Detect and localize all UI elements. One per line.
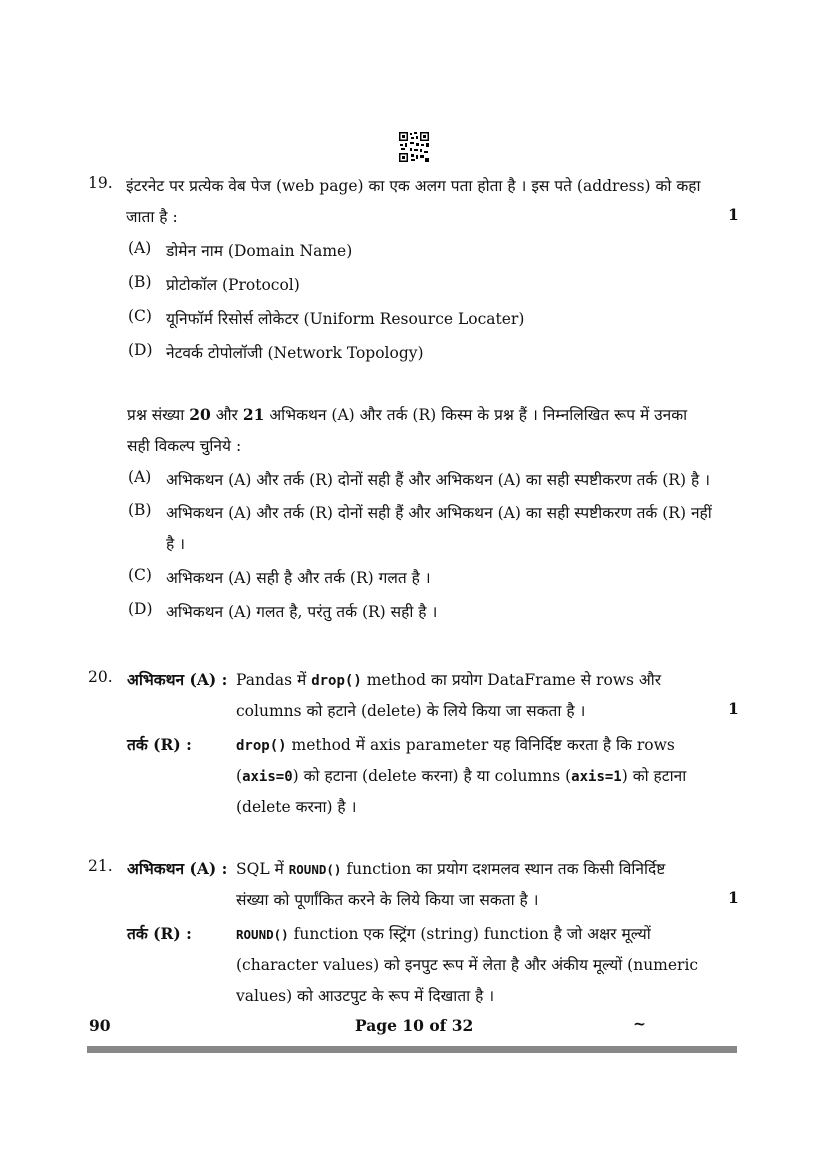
q21-marks: 1 bbox=[728, 888, 739, 907]
q19-option-c-text: यूनिफॉर्म रिसोर्स लोकेटर (Uniform Resource Locater) bbox=[166, 310, 525, 328]
q21-assertion-label: अभिकथन (A) : bbox=[127, 859, 228, 878]
ar-option-c-label: (C) bbox=[128, 566, 152, 584]
q19-option-c-label: (C) bbox=[128, 307, 152, 325]
q19-text-line2: जाता है : bbox=[126, 208, 178, 226]
q19-number: 19. bbox=[88, 174, 113, 192]
q21-number: 21. bbox=[88, 857, 113, 875]
q19-option-a-text: डोमेन नाम (Domain Name) bbox=[166, 242, 353, 260]
ar-option-a-text: अभिकथन (A) और तर्क (R) दोनों सही हैं और अभिकथन (A) का सही स्पष्टीकरण तर्क (R) है । bbox=[166, 471, 710, 489]
q21-assertion-line1: SQL में ROUND() function का प्रयोग दशमलव स्थान तक किसी विनिर्दिष्ट bbox=[236, 860, 666, 878]
instructions-line1: प्रश्न संख्या 20 और 21 अभिकथन (A) और तर्क (R) किस्म के प्रश्न हैं । निम्नलिखित रूप में उनका bbox=[127, 405, 688, 424]
q20-reason-line3: (delete करना) है । bbox=[236, 798, 357, 816]
q21-reason-line2: (character values) को इनपुट रूप में लेता है और अंकीय मूल्यों (numeric bbox=[236, 956, 699, 974]
footer-page-number: Page 10 of 32 bbox=[355, 1016, 474, 1035]
ar-option-b-text: अभिकथन (A) और तर्क (R) दोनों सही हैं और अभिकथन (A) का सही स्पष्टीकरण तर्क (R) नहीं bbox=[166, 504, 712, 522]
ar-option-d-label: (D) bbox=[128, 600, 153, 618]
instructions-line2: सही विकल्प चुनिये : bbox=[127, 437, 242, 455]
q19-option-d-text: नेटवर्क टोपोलॉजी (Network Topology) bbox=[166, 344, 424, 362]
q19-option-b-text: प्रोटोकॉल (Protocol) bbox=[166, 276, 300, 294]
q19-text-line1: इंटरनेट पर प्रत्येक वेब पेज (web page) का एक अलग पता होता है । इस पते (address) को कहा bbox=[126, 177, 701, 195]
q20-reason-line2: (axis=0) को हटाना (delete करना) है या columns (axis=1) को हटाना bbox=[236, 767, 687, 785]
q20-reason-line1: drop() method में axis parameter यह विनिर्दिष्ट करता है कि rows bbox=[236, 736, 675, 754]
footer-rule bbox=[87, 1046, 737, 1053]
ar-option-c-text: अभिकथन (A) सही है और तर्क (R) गलत है । bbox=[166, 569, 431, 587]
q19-option-b-label: (B) bbox=[128, 273, 152, 291]
q19-option-a-label: (A) bbox=[128, 239, 152, 257]
q21-reason-line1: ROUND() function एक स्ट्रिंग (string) function है जो अक्षर मूल्यों bbox=[236, 925, 651, 943]
ar-option-d-text: अभिकथन (A) गलत है, परंतु तर्क (R) सही है । bbox=[166, 603, 438, 621]
qr-code bbox=[398, 131, 430, 163]
q21-reason-label: तर्क (R) : bbox=[127, 924, 192, 943]
ar-option-b-label: (B) bbox=[128, 501, 152, 519]
footer-tilde: ~ bbox=[633, 1014, 646, 1033]
q20-assertion-label: अभिकथन (A) : bbox=[127, 670, 228, 689]
q19-option-d-label: (D) bbox=[128, 341, 153, 359]
ar-option-b-text-cont: है । bbox=[166, 535, 186, 553]
q20-number: 20. bbox=[88, 668, 113, 686]
q20-reason-label: तर्क (R) : bbox=[127, 735, 192, 754]
q20-marks: 1 bbox=[728, 699, 739, 718]
q21-reason-line3: values) को आउटपुट के रूप में दिखाता है । bbox=[236, 987, 495, 1005]
footer-paper-code: 90 bbox=[89, 1016, 111, 1035]
ar-option-a-label: (A) bbox=[128, 468, 152, 486]
q20-assertion-line2: columns को हटाने (delete) के लिये किया जा सकता है । bbox=[236, 702, 586, 720]
q21-assertion-line2: संख्या को पूर्णांकित करने के लिये किया जा सकता है । bbox=[236, 891, 539, 909]
q19-marks: 1 bbox=[728, 205, 739, 224]
q20-assertion-line1: Pandas में drop() method का प्रयोग DataFrame से rows और bbox=[236, 671, 662, 689]
